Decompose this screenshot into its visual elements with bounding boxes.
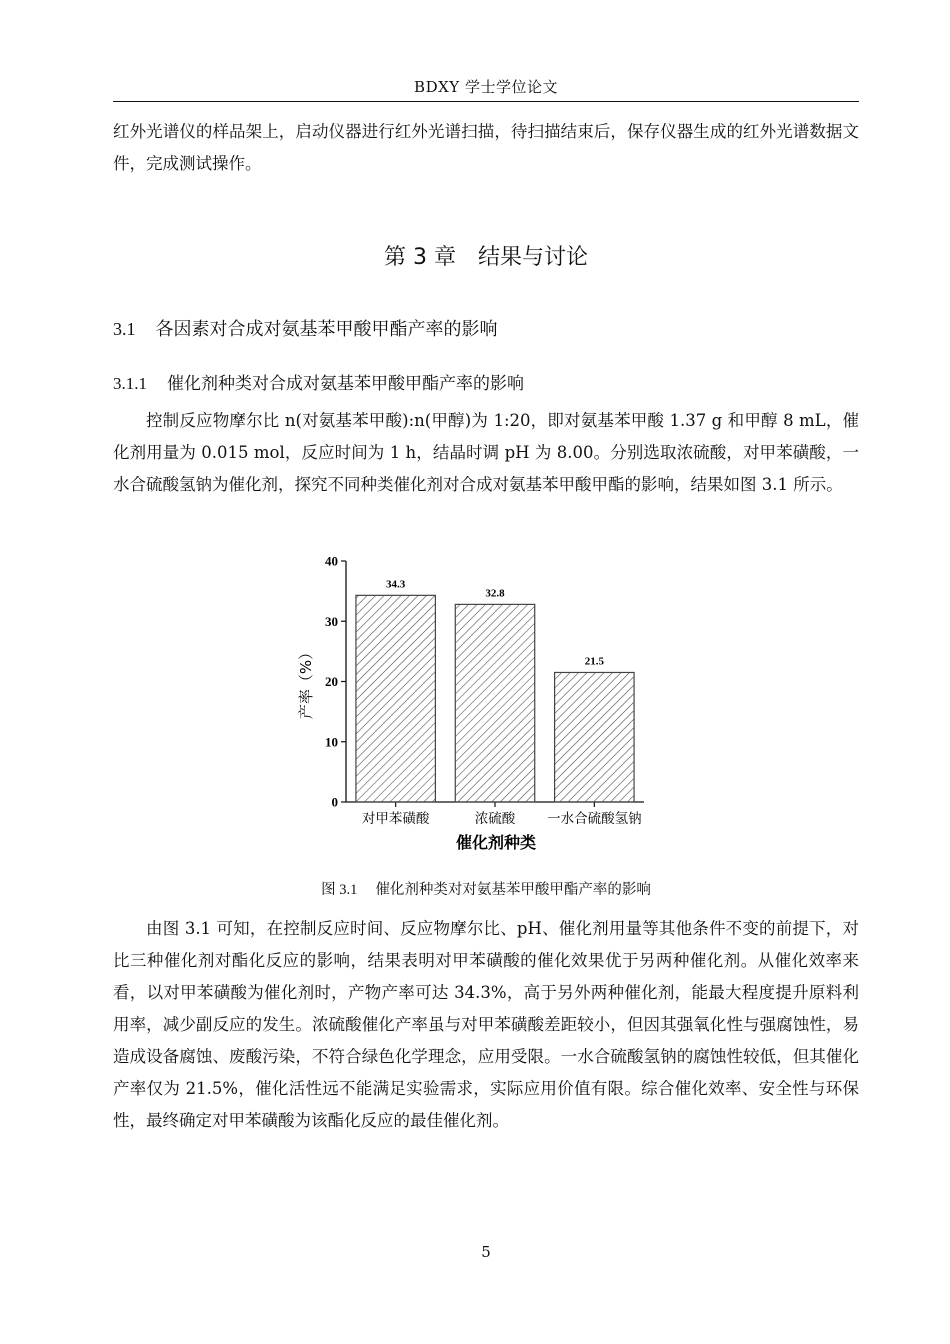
subsection-number: 3.1.1 <box>113 374 147 393</box>
running-header: BDXY 学士学位论文 <box>414 78 558 96</box>
chart-x-axis-label: 催化剂种类 <box>455 833 537 852</box>
bar <box>555 672 634 802</box>
section-number: 3.1 <box>113 319 136 339</box>
figure-label: 图 3.1 <box>321 882 358 898</box>
y-tick-label: 10 <box>325 734 338 750</box>
bar-data-label: 32.8 <box>485 587 505 600</box>
bar-data-label: 21.5 <box>584 655 604 668</box>
chapter-title: 第 3 章 结果与讨论 <box>384 245 588 270</box>
paragraph-1: 控制反应物摩尔比 n(对氨基苯甲酸):n(甲醇)为 1:20，即对氨基苯甲酸 1.37 g 和甲醇 8 mL，催化剂用量为 0.015 mol，反应时间为 1 h，结晶时调 pH 为 8.00。分别选取浓硫酸，对甲苯磺酸，一水合硫酸氢钠为催化剂，探究不同种类催化剂对合成对氨基苯甲酸甲酯的影响，结果如图 3.1 所示。 <box>113 411 859 494</box>
intro-paragraph: 红外光谱仪的样品架上，启动仪器进行红外光谱扫描，待扫描结束后，保存仪器生成的红外光谱数据文件，完成测试操作。 <box>113 122 859 173</box>
section-heading <box>113 315 498 341</box>
y-tick-label: 30 <box>325 613 338 629</box>
y-tick-label: 20 <box>325 674 338 689</box>
subsection-title: 催化剂种类对合成对氨基苯甲酸甲酯产率的影响 <box>167 374 524 394</box>
bar-chart <box>290 545 670 860</box>
bar <box>356 595 435 802</box>
page-number: 5 <box>481 1243 491 1261</box>
chart-bars <box>356 595 634 802</box>
chart-y-axis-label: 产率（%） <box>297 644 315 720</box>
subsection-heading <box>113 369 524 394</box>
figure-caption-text: 催化剂种类对对氨基苯甲酸甲酯产率的影响 <box>375 882 651 898</box>
y-tick-label: 40 <box>325 553 338 569</box>
y-tick-label: 0 <box>331 794 338 810</box>
header-rule <box>113 101 859 102</box>
x-tick-label: 对甲苯磺酸 <box>361 811 430 827</box>
bar <box>455 604 534 802</box>
paragraph-2: 由图 3.1 可知，在控制反应时间、反应物摩尔比、pH、催化剂用量等其他条件不变的前提下，对比三种催化剂对酯化反应的影响，结果表明对甲苯磺酸的催化效果优于另两种催化剂。从催化效率来看，以对甲苯磺酸为催化剂时，产物产率可达 34.3%，高于另外两种催化剂，能最大程度提升原料利用率，减少副反应的发生。浓硫酸催化产率虽与对甲苯磺酸差距较小，但因其强氧化性与强腐蚀性，易造成设备腐蚀、废酸污染，不符合绿色化学理念，应用受限。一水合硫酸氢钠的腐蚀性较低，但其催化产率仅为 21.5%，催化活性远不能满足实验需求，实际应用价值有限。综合催化效率、安全性与环保性，最终确定对甲苯磺酸为该酯化反应的最佳催化剂。 <box>113 919 859 1130</box>
section-title: 各因素对合成对氨基苯甲酸甲酯产率的影响 <box>155 319 498 340</box>
x-tick-label: 一水合硫酸氢钠 <box>547 811 642 827</box>
figure-caption <box>113 878 859 899</box>
x-tick-label: 浓硫酸 <box>474 811 516 827</box>
bar-data-label: 34.3 <box>386 578 406 591</box>
